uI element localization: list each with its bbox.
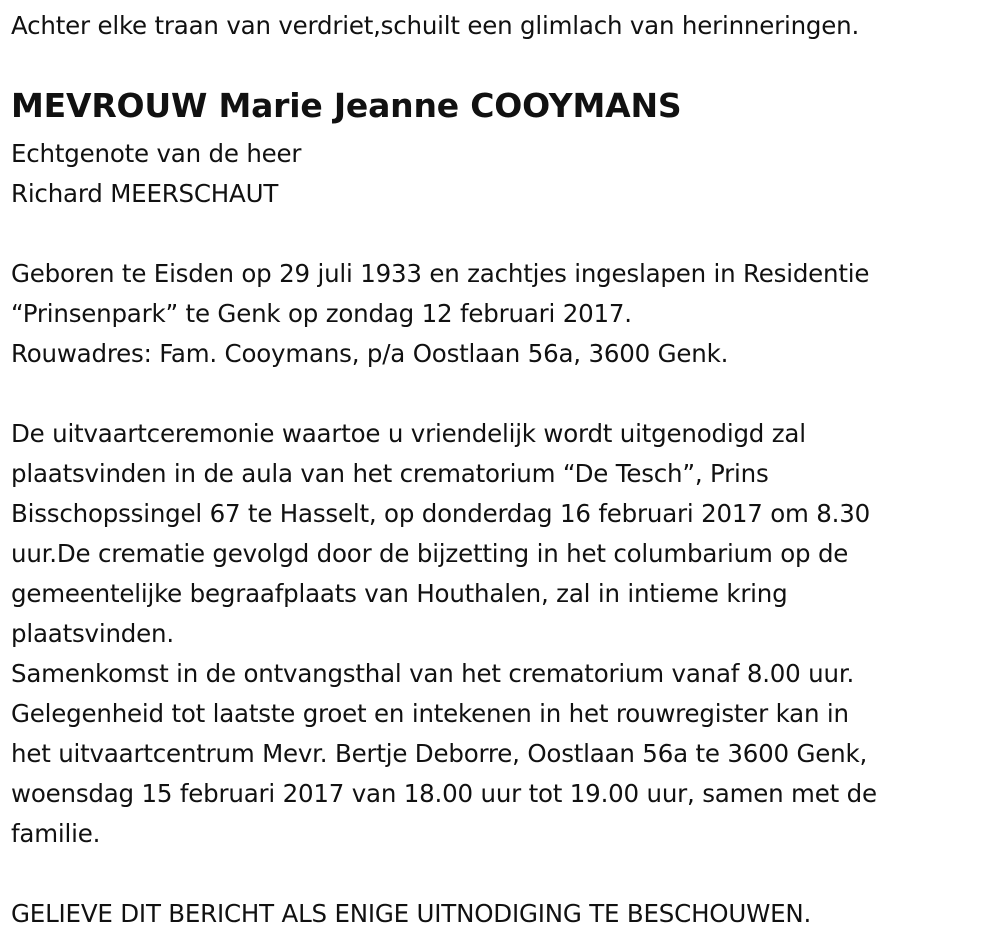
spouse-block (11, 134, 301, 214)
mourning-address-line: Rouwadres: Fam. Cooymans, p/a Oostlaan 56a, 3600 Genk. (11, 339, 729, 368)
viewing-line: het uitvaartcentrum Mevr. Bertje Deborre, Oostlaan 56a te 3600 Genk, (11, 739, 868, 768)
ceremony-block (11, 414, 877, 854)
viewing-line: Gelegenheid tot laatste groet en intekenen in het rouwregister kan in (11, 699, 849, 728)
ceremony-line: plaatsvinden in de aula van het crematorium “De Tesch”, Prins (11, 459, 769, 488)
spouse-line: Echtgenote van de heer (11, 139, 302, 168)
spouse-line: Richard MEERSCHAUT (11, 179, 279, 208)
ceremony-line: Bisschopssingel 67 te Hasselt, op donderdag 16 februari 2017 om 8.30 (11, 499, 871, 528)
ceremony-line: gemeentelijke begraafplaats van Houthalen, zal in intieme kring (11, 579, 788, 608)
ceremony-line: De uitvaartceremonie waartoe u vriendelijk wordt uitgenodigd zal (11, 419, 806, 448)
ceremony-line: uur.De crematie gevolgd door de bijzetting in het columbarium op de (11, 539, 849, 568)
viewing-line: familie. (11, 819, 101, 848)
ceremony-line: plaatsvinden. (11, 619, 174, 648)
closing-notice: GELIEVE DIT BERICHT ALS ENIGE UITNODIGING TE BESCHOUWEN. (11, 899, 812, 928)
birth-line: “Prinsenpark” te Genk op zondag 12 februari 2017. (11, 299, 632, 328)
birth-line: Geboren te Eisden op 29 juli 1933 en zachtjes ingeslapen in Residentie (11, 259, 870, 288)
opening-quote: Achter elke traan van verdriet,schuilt een glimlach van herinneringen. (11, 11, 860, 40)
gathering-line: Samenkomst in de ontvangsthal van het crematorium vanaf 8.00 uur. (11, 659, 855, 688)
viewing-line: woensdag 15 februari 2017 van 18.00 uur tot 19.00 uur, samen met de (11, 779, 877, 808)
birth-block (11, 254, 869, 374)
deceased-name: MEVROUW Marie Jeanne COOYMANS (11, 86, 682, 125)
